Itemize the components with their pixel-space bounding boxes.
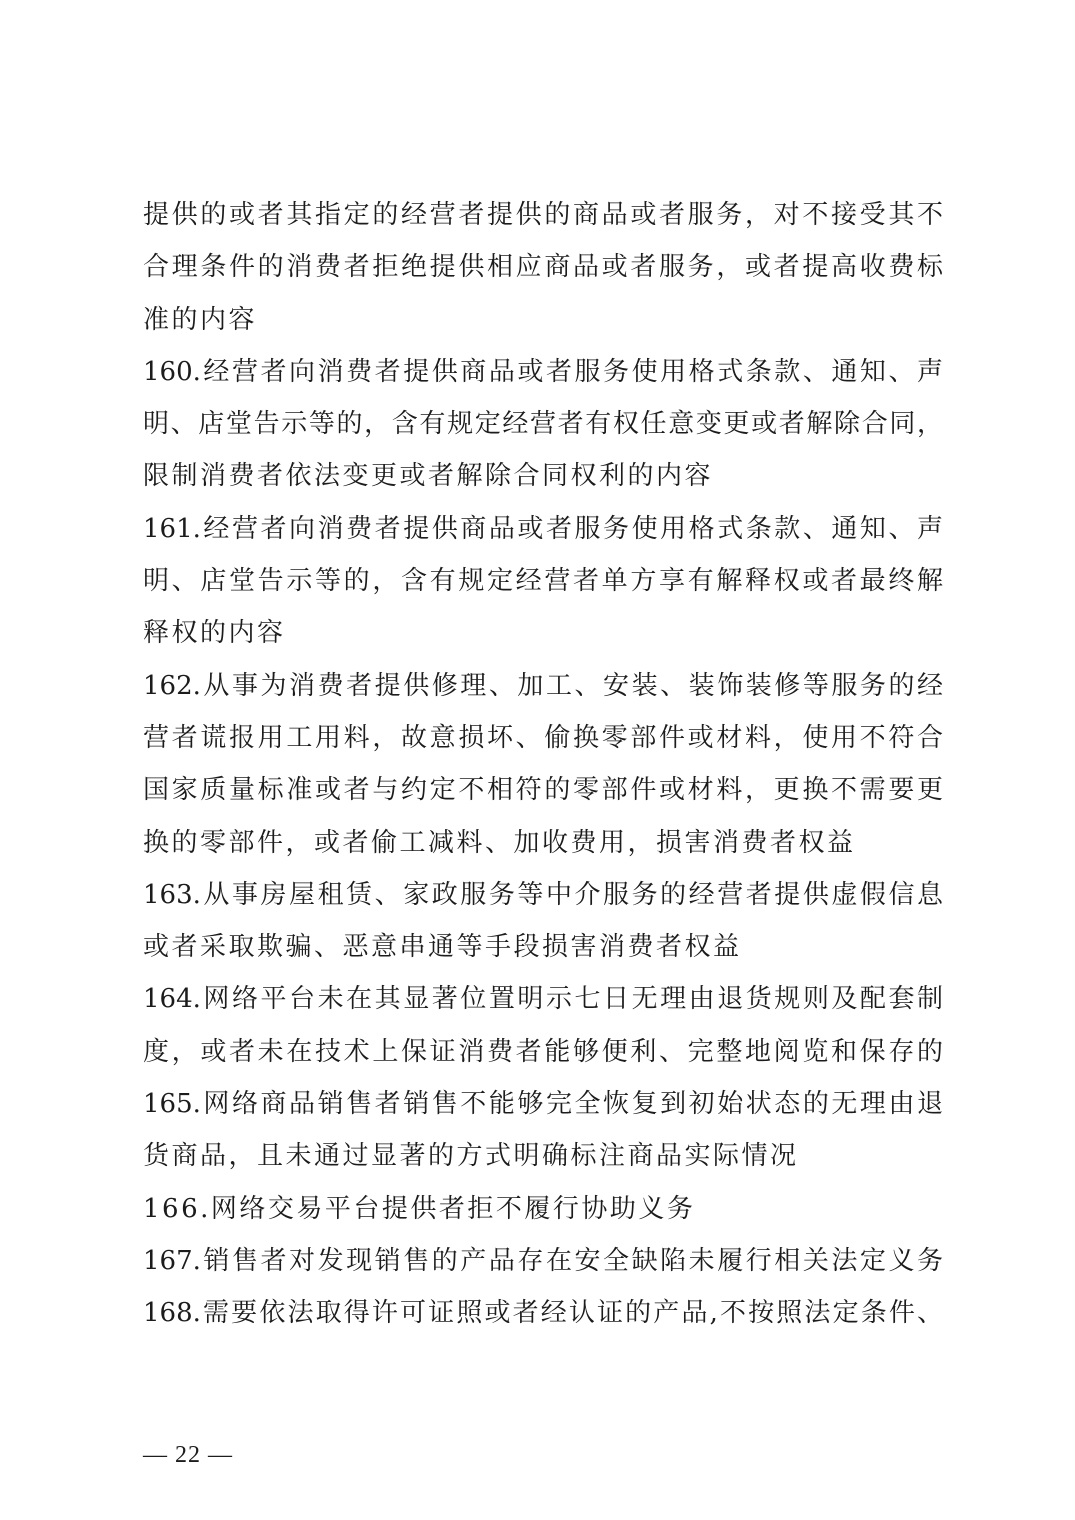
text-line: 或者采取欺骗、恶意串通等手段损害消费者权益 xyxy=(143,932,742,963)
text-line: 换的零部件，或者偷工减料、加收费用，损害消费者权益 xyxy=(143,827,856,858)
text-line: 明、店堂告示等的，含有规定经营者单方享有解释权或者最终解 xyxy=(143,566,943,597)
document-body xyxy=(143,189,943,1340)
text-line: 明、店堂告示等的，含有规定经营者有权任意变更或者解除合同， xyxy=(143,409,943,440)
text-line: 165.网络商品销售者销售不能够完全恢复到初始状态的无理由退 xyxy=(143,1089,943,1120)
text-line: 准的内容 xyxy=(143,304,258,335)
text-line: 货商品，且未通过显著的方式明确标注商品实际情况 xyxy=(143,1141,799,1172)
text-line: 160.经营者向消费者提供商品或者服务使用格式条款、通知、声 xyxy=(143,356,943,387)
text-line: 限制消费者依法变更或者解除合同权利的内容 xyxy=(143,461,714,492)
text-line: 163.从事房屋租赁、家政服务等中介服务的经营者提供虚假信息 xyxy=(143,879,943,910)
text-line: 合理条件的消费者拒绝提供相应商品或者服务，或者提高收费标 xyxy=(143,252,943,283)
text-line: 164.网络平台未在其显著位置明示七日无理由退货规则及配套制 xyxy=(143,984,943,1015)
page-number: — 22 — xyxy=(143,1442,233,1468)
text-line: 度，或者未在技术上保证消费者能够便利、完整地阅览和保存的 xyxy=(143,1036,943,1067)
text-line: 提供的或者其指定的经营者提供的商品或者服务，对不接受其不 xyxy=(143,200,943,230)
text-line: 释权的内容 xyxy=(143,618,286,649)
text-line: 国家质量标准或者与约定不相符的零部件或材料，更换不需要更 xyxy=(143,775,943,806)
text-line: 168.需要依法取得许可证照或者经认证的产品,不按照法定条件、 xyxy=(143,1298,943,1329)
text-line: 161.经营者向消费者提供商品或者服务使用格式条款、通知、声 xyxy=(143,513,943,544)
text-line: 营者谎报用工用料，故意损坏、偷换零部件或材料，使用不符合 xyxy=(143,722,943,753)
text-line: 166.网络交易平台提供者拒不履行协助义务 xyxy=(143,1193,696,1224)
text-line: 162.从事为消费者提供修理、加工、安装、装饰装修等服务的经 xyxy=(143,670,943,701)
text-line: 167.销售者对发现销售的产品存在安全缺陷未履行相关法定义务 xyxy=(143,1245,943,1276)
